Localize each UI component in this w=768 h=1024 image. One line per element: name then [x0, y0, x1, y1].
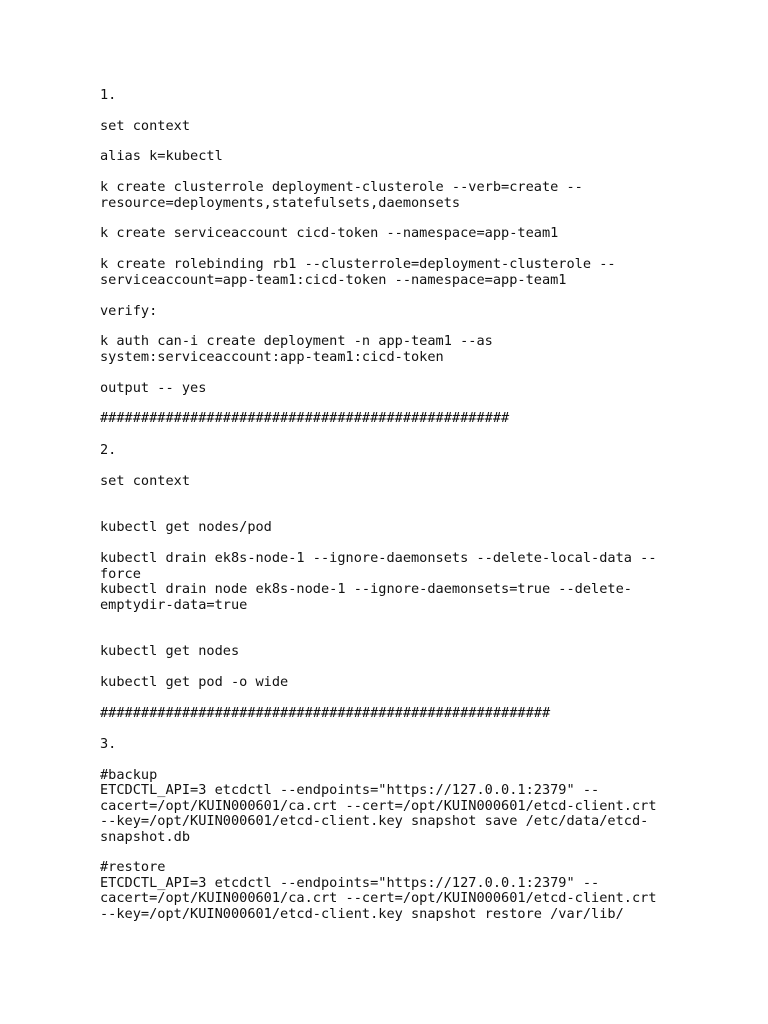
backup-line-1: ETCDCTL_API=3 etcdctl --endpoints="https://127.0.0.1:2379" -- [100, 782, 600, 798]
get-pod-wide-line: kubectl get pod -o wide [100, 674, 289, 690]
rolebinding-line-1: k create rolebinding rb1 --clusterrole=deployment-clusterole -- [100, 256, 616, 272]
drain-line-3: kubectl drain node ek8s-node-1 --ignore-daemonsets=true --delete- [100, 581, 632, 597]
auth-check-line-2: system:serviceaccount:app-team1:cicd-token [100, 349, 444, 365]
rolebinding-line-2: serviceaccount=app-team1:cicd-token --namespace=app-team1 [100, 272, 567, 288]
restore-line-2: cacert=/opt/KUIN000601/ca.crt --cert=/opt/KUIN000601/etcd-client.crt [100, 890, 657, 906]
drain-line-4: emptydir-data=true [100, 597, 248, 613]
get-nodes-pod-line: kubectl get nodes/pod [100, 519, 272, 535]
clusterrole-line-2: resource=deployments,statefulsets,daemonsets [100, 195, 461, 211]
backup-comment: #backup [100, 767, 158, 783]
drain-line-1: kubectl drain ek8s-node-1 --ignore-daemonsets --delete-local-data -- [100, 550, 657, 566]
section-1-number: 1. [100, 87, 117, 103]
backup-line-3: --key=/opt/KUIN000601/etcd-client.key snapshot save /etc/data/etcd- [100, 813, 649, 829]
backup-line-2: cacert=/opt/KUIN000601/ca.crt --cert=/opt/KUIN000601/etcd-client.crt [100, 798, 657, 814]
clusterrole-line-1: k create clusterrole deployment-clusterole --verb=create -- [100, 179, 583, 195]
drain-line-2: force [100, 566, 141, 582]
alias-line: alias k=kubectl [100, 148, 223, 164]
section-2-number: 2. [100, 442, 117, 458]
restore-line-3: --key=/opt/KUIN000601/etcd-client.key snapshot restore /var/lib/ [100, 906, 624, 922]
separator-2: ####################################################### [100, 705, 551, 721]
verify-label: verify: [100, 303, 158, 319]
restore-line-1: ETCDCTL_API=3 etcdctl --endpoints="https://127.0.0.1:2379" -- [100, 875, 600, 891]
backup-line-4: snapshot.db [100, 829, 191, 845]
section-2-set-context: set context [100, 473, 191, 489]
serviceaccount-line: k create serviceaccount cicd-token --namespace=app-team1 [100, 225, 559, 241]
get-nodes-line: kubectl get nodes [100, 643, 240, 659]
separator-1: ################################################## [100, 410, 510, 426]
auth-check-line-1: k auth can-i create deployment -n app-team1 --as [100, 333, 493, 349]
section-1-set-context: set context [100, 118, 191, 134]
restore-comment: #restore [100, 859, 166, 875]
section-3-number: 3. [100, 736, 117, 752]
output-line: output -- yes [100, 380, 207, 396]
